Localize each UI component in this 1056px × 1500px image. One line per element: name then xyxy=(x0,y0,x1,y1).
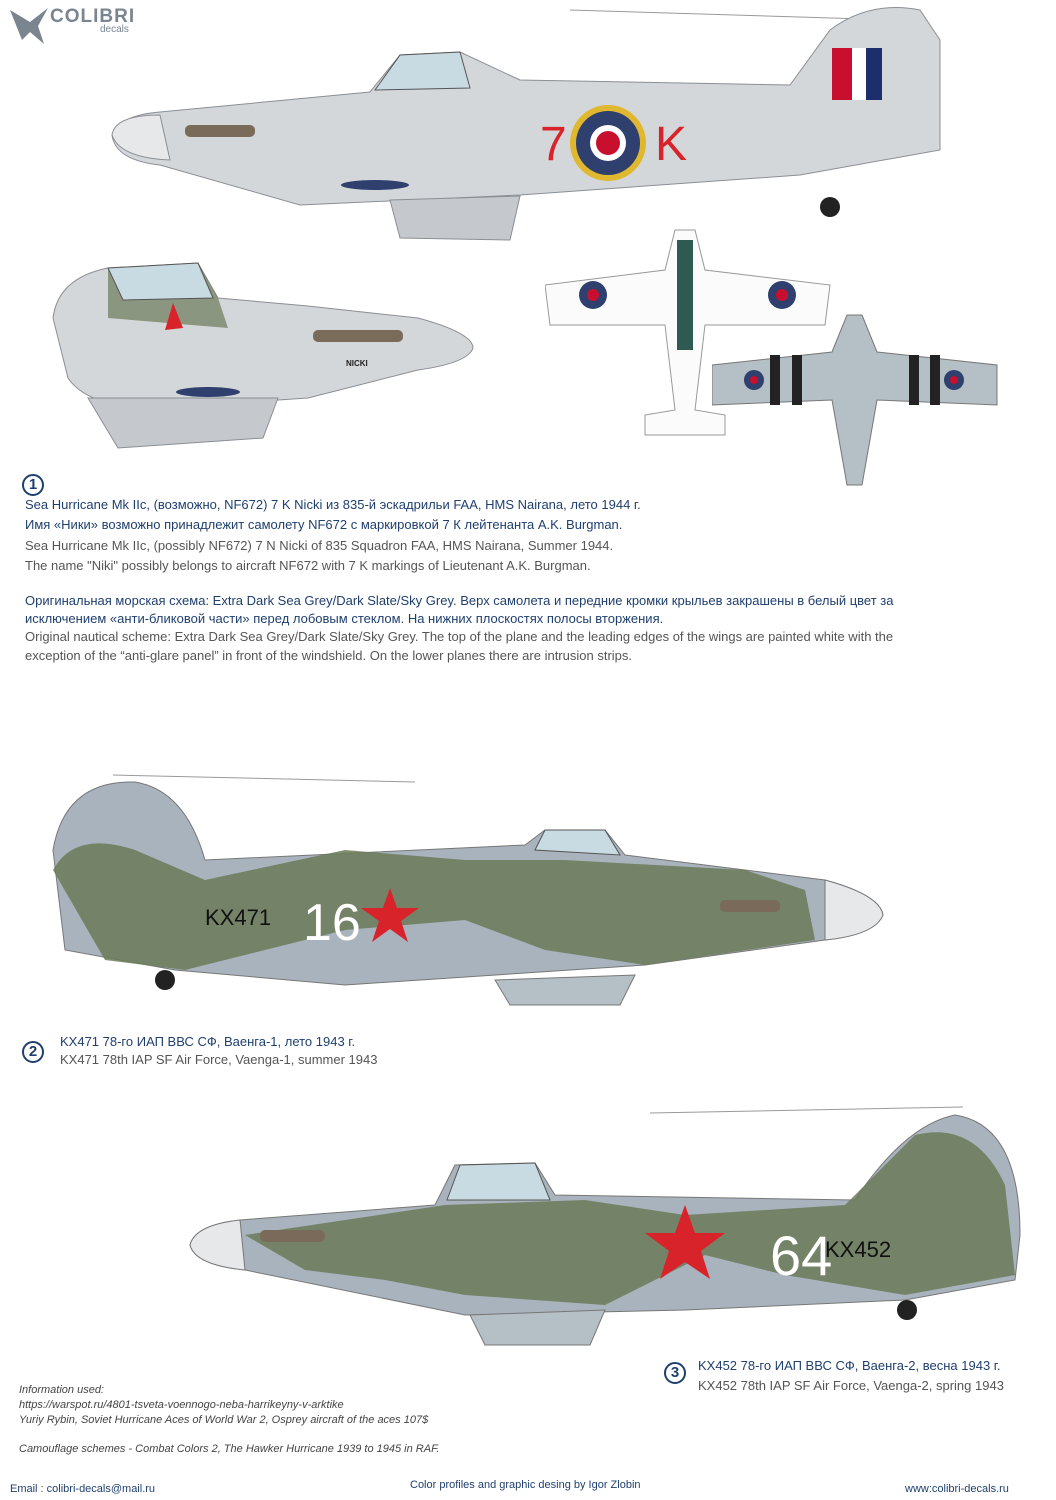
aircraft3-side-profile xyxy=(185,1105,1030,1355)
aircraft3-line-en: KX452 78th IAP SF Air Force, Vaenga-2, spring 1943 xyxy=(698,1378,1004,1393)
footer-website[interactable]: www:colibri-decals.ru xyxy=(905,1483,1009,1495)
aircraft2-line-ru: KX471 78-го ИАП ВВС СФ, Ваенга-1, лето 1943 г. xyxy=(60,1034,356,1049)
aircraft1-bottom-view xyxy=(712,310,1002,490)
aircraft3-line-ru: KX452 78-го ИАП ВВС СФ, Ваенга-2, весна 1943 г. xyxy=(698,1358,1001,1373)
source-book: Yuriy Rybin, Soviet Hurricane Aces of World War 2, Osprey aircraft of the aces 107$ xyxy=(19,1414,429,1426)
sources-heading: Information used: xyxy=(19,1384,104,1396)
footer-credit: Color profiles and graphic desing by Igor Zlobin xyxy=(410,1479,641,1491)
aircraft2-side-profile xyxy=(45,770,895,1030)
aircraft2-number: 2 xyxy=(22,1041,44,1063)
aircraft2-serial: KX471 xyxy=(205,905,272,930)
nose-name: NICKI xyxy=(346,359,368,368)
footer-email[interactable]: Email : colibri-decals@mail.ru xyxy=(10,1483,156,1495)
aircraft1-line-ru-2: Имя «Ники» возможно принадлежит самолету NF672 с маркировкой 7 К лейтенанта A.K. Burgman. xyxy=(25,517,623,532)
aircraft1-code-right: K xyxy=(655,118,688,171)
scheme-ru-1: Оригинальная морская схема: Extra Dark Sea Grey/Dark Slate/Sky Grey. Верх самолета и передние кромки крыльев закрашены в белый цвет за xyxy=(25,593,894,608)
source-link[interactable]: https://warspot.ru/4801-tsveta-voennogo-neba-harrikeyny-v-arktike xyxy=(19,1399,344,1411)
scheme-ru-2: исключением «анти-бликовой части» перед лобовым стеклом. На нижних плоскостях полосы вторжения. xyxy=(25,611,664,626)
aircraft1-number: 1 xyxy=(22,474,44,496)
aircraft3-code: 64 xyxy=(770,1224,833,1287)
aircraft1-nose-detail xyxy=(48,258,478,453)
aircraft1-side-profile xyxy=(100,0,960,250)
source-camouflage: Camouflage schemes - Combat Colors 2, The Hawker Hurricane 1939 to 1945 in RAF. xyxy=(19,1443,440,1455)
aircraft1-line-en-1: Sea Hurricane Mk IIc, (possibly NF672) 7 N Nicki of 835 Squadron FAA, HMS Nairana, Summer 1944. xyxy=(25,538,614,553)
aircraft1-code-left: 7 xyxy=(540,118,567,171)
aircraft2-code: 16 xyxy=(303,894,361,952)
hummingbird-icon xyxy=(8,4,52,46)
decal-sheet: COLIBRI decals 7 K NICKI 1 Sea Hurricane Mk IIc, (возможно, NF672) 7 K Nicki из 835-й эскадрильи FAA, HMS Nairana, лето 1944 г. Имя «Ники» возможно принадлежит самолету NF672 с маркировкой 7 К лейтенанта A.K. Burgman. Sea Hurricane Mk IIc, (possibly NF672) 7 N Nicki of 835 Squadron FAA, HMS Nairana, Summer 1944. The name "Niki" possibly belongs to aircraft NF672 with 7 K markings of Lieutenant A.K. Burgman. Оригинальная морская схема: Extra Dark Sea Grey/Dark Slate/Sky Grey. Верх самолета и передние кромки крыльев закрашены в белый цвет за исключением «анти-бликовой части» перед лобовым стеклом. На нижних плоскостях полосы вторжения. Original nautical scheme: Extra Dark Sea Grey/Dark Slate/Sky Grey. The top of the plane and the leading edges of the wings are painted white with the exception of the “anti-glare panel” in front of the windshield. On the lower planes there are intrusion strips. KX471 16 2 KX471 78-го ИАП ВВС СФ, Ваенга-1, лето 1943 г. KX471 78th IAP SF Air Force, Vaenga-1, summer 1943 64 KX452 3 KX452 78-го ИАП ВВС СФ, Ваенга-2, весна 1943 г. KX452 78th IAP SF Air Force, Vaenga-2, spring 1943 Information used: https://warspot.ru/4801-tsveta-voennogo-neba-harrikeyny-v-arktike Yuriy Rybin, Soviet Hurricane Aces of World War 2, Osprey aircraft of the aces 107$ Camouflage schemes - Combat Colors 2, The Hawker Hurricane 1939 to 1945 in RAF. Email : colibri-decals@mail.ru Color profiles and graphic desing by Igor Zlobin www:colibri-decals.ru xyxy=(0,0,1056,1500)
aircraft3-serial: KX452 xyxy=(825,1237,892,1262)
scheme-en-1: Original nautical scheme: Extra Dark Sea Grey/Dark Slate/Sky Grey. The top of the plane and the leading edges of the wings are painted white with the xyxy=(25,629,894,644)
aircraft3-number: 3 xyxy=(664,1362,686,1384)
aircraft1-line-en-2: The name "Niki" possibly belongs to aircraft NF672 with 7 K markings of Lieutenant A.K. Burgman. xyxy=(25,558,591,573)
aircraft2-line-en: KX471 78th IAP SF Air Force, Vaenga-1, summer 1943 xyxy=(60,1052,378,1067)
aircraft1-line-ru-1: Sea Hurricane Mk IIc, (возможно, NF672) 7 K Nicki из 835-й эскадрильи FAA, HMS Nairana, лето 1944 г. xyxy=(25,497,641,512)
scheme-en-2: exception of the “anti-glare panel” in front of the windshield. On the lower planes there are intrusion strips. xyxy=(25,648,633,663)
